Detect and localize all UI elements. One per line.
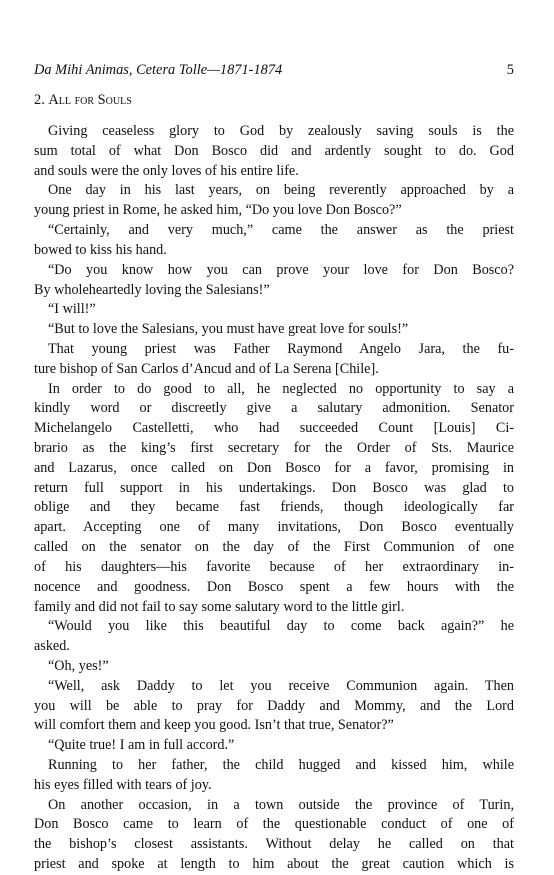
text-line: nocence and goodness. Don Bosco spent a few hours with the: [34, 578, 514, 595]
text-line: Running to her father, the child hugged and kissed him, while: [48, 757, 514, 773]
text-line: young priest in Rome, he asked him, “Do you love Don Bosco?”: [34, 202, 402, 219]
running-title: Da Mihi Animas, Cetera Tolle—1871-1874: [34, 62, 283, 78]
text-line: the bishop’s closest assistants. Without delay he called on that: [34, 836, 514, 853]
text-line: “Would you like this beautiful day to come back again?” he: [48, 618, 514, 635]
text-line: By wholeheartedly loving the Salesians!”: [34, 281, 270, 298]
section-number: 2.: [34, 92, 45, 108]
text-line: and Lazarus, once called on Don Bosco for a favor, promising in: [34, 459, 514, 476]
text-line: Don Bosco came to learn of the questionable conduct of one of: [34, 816, 514, 833]
text-line: “Well, ask Daddy to let you receive Communion again. Then: [48, 677, 514, 694]
text-line: One day in his last years, on being reverently approached by a: [48, 182, 514, 199]
text-line: his eyes filled with tears of joy.: [34, 776, 212, 793]
text-line: apart. Accepting one of many invitations, Don Bosco eventually: [34, 519, 514, 536]
text-line: kindly word or discreetly give a salutary admonition. Senator: [34, 400, 514, 417]
text-line: In order to do good to all, he neglected no opportunity to say a: [48, 380, 514, 397]
text-line: of his daughters—his favorite because of her extraordinary in-: [34, 558, 514, 575]
text-line: brario as the king’s first secretary for the Order of Sts. Maurice: [34, 440, 514, 456]
text-line: “I will!”: [48, 301, 96, 318]
text-line: asked.: [34, 638, 70, 655]
text-line: Michelangelo Castelletti, who had succeeded Count [Louis] Ci-: [34, 420, 514, 437]
running-head: [34, 60, 514, 80]
text-line: sum total of what Don Bosco did and ardently sought to do. God: [34, 142, 514, 159]
text-line: Giving ceaseless glory to God by zealously saving souls is the: [48, 123, 514, 139]
text-line: “Quite true! I am in full accord.”: [48, 737, 235, 754]
text-line: “Do you know how you can prove your love for Don Bosco?: [48, 261, 514, 278]
text-line: “But to love the Salesians, you must have great love for souls!”: [48, 321, 409, 338]
text-line: oblige and they became fast friends, though ideologically far: [34, 499, 514, 516]
text-line: That young priest was Father Raymond Angelo Jara, the fu-: [48, 340, 514, 357]
text-line: On another occasion, in a town outside the province of Turin,: [48, 796, 514, 813]
text-line: family and did not fail to say some salutary word to the little girl.: [34, 598, 405, 615]
text-line: priest and spoke at length to him about the great caution which is: [34, 856, 514, 873]
text-line: bowed to kiss his hand.: [34, 241, 167, 258]
section-title: All for Souls: [48, 92, 132, 108]
page-number: 5: [506, 62, 514, 78]
text-line: “Certainly, and very much,” came the answer as the priest: [48, 222, 514, 239]
section-heading: [34, 90, 514, 110]
text-line: called on the senator on the day of the First Communion of one: [34, 539, 514, 556]
text-line: and souls were the only loves of his entire life.: [34, 162, 299, 179]
text-line: return full support in his undertakings. Don Bosco was glad to: [34, 479, 514, 496]
text-line: ture bishop of San Carlos d’Ancud and of La Serena [Chile].: [34, 360, 379, 377]
text-line: “Oh, yes!”: [48, 657, 109, 674]
text-line: will comfort them and keep you good. Isn’t that true, Senator?”: [34, 717, 394, 734]
text-line: you will be able to pray for Daddy and Mommy, and the Lord: [34, 697, 514, 714]
body-text: [34, 122, 514, 875]
